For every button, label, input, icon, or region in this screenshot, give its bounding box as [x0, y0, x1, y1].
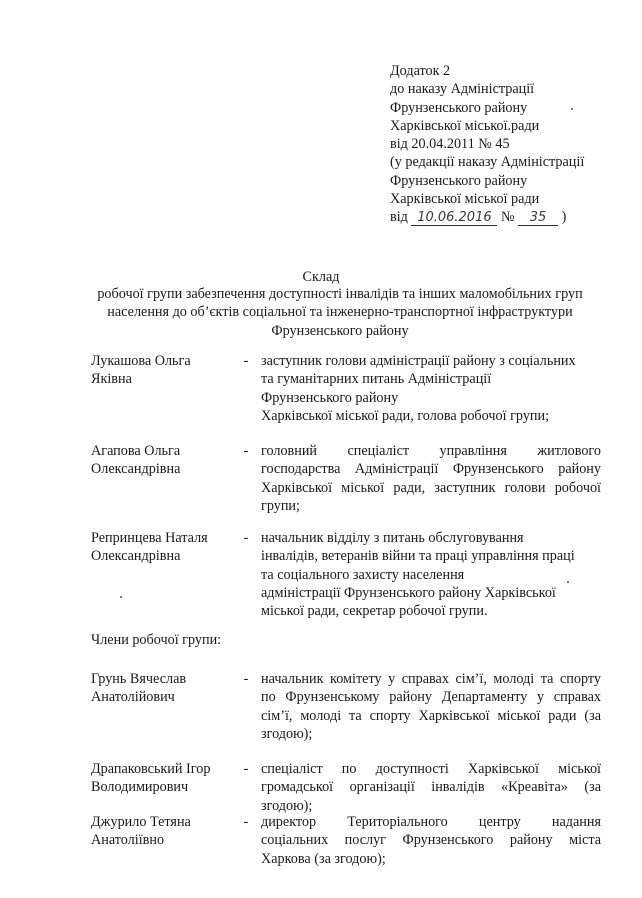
surname-first-name: Лукашова Ольга	[91, 353, 191, 369]
role-line: Харкова (за згодою);	[261, 850, 386, 867]
role-line: Харківської міської ради, заступник голови робочої	[261, 479, 601, 496]
person-name	[91, 442, 180, 479]
amendment-close: )	[561, 209, 567, 226]
appendix-header	[390, 62, 584, 227]
surname-first-name: Джурило Тетяна	[91, 814, 191, 830]
patronymic: Олександрівна	[91, 461, 181, 478]
role-line: Харківської міської ради, голова робочої групи;	[261, 407, 550, 424]
amendment-number-sign: №	[500, 209, 515, 226]
dash: -	[243, 530, 249, 546]
appendix-line: Харківської міської ради	[390, 191, 540, 208]
member-role	[261, 813, 601, 868]
amendment-from: від	[390, 209, 408, 226]
role-line: інвалідів, ветеранів війни та праці управління праці	[261, 548, 575, 565]
appendix-line: Харківської міської.ради	[390, 117, 540, 134]
patronymic: Анатоліївно	[91, 832, 165, 849]
role-line: групи;	[261, 497, 300, 514]
member-name	[91, 760, 210, 797]
role-line: Фрунзенського району	[261, 389, 399, 406]
role-line: начальник відділу з питань обслуговування	[261, 530, 524, 546]
patronymic: Анатолійович	[91, 689, 175, 706]
dash: -	[243, 353, 249, 369]
role-line: соціальних послуг Фрунзенського району міста	[261, 832, 601, 849]
patronymic: Олександрівна	[91, 548, 181, 565]
handwritten-date: 10.06.2016	[411, 211, 497, 226]
amendment-line	[390, 208, 584, 226]
dash: -	[243, 443, 249, 459]
appendix-line: до наказу Адміністрації	[390, 81, 535, 98]
role-line: та гуманітарних питань Адміністрації	[261, 371, 492, 388]
appendix-order-date: від 20.04.2011 № 45	[390, 136, 510, 153]
member-name	[91, 670, 186, 707]
scan-speck	[120, 596, 122, 598]
role-line: начальник комітету у справах сім’ї, молоді та спорту	[261, 671, 601, 687]
person-role	[261, 529, 601, 620]
role-line: заступник голови адміністрації району з соціальних	[261, 353, 576, 369]
role-line: директор Територіального центру надання	[261, 814, 601, 830]
role-line: згодою);	[261, 797, 313, 814]
role-line: міської ради, секретар робочої групи.	[261, 603, 488, 620]
patronymic: Яківна	[91, 371, 132, 388]
role-line: головний спеціаліст управління житлового	[261, 443, 601, 459]
dash: -	[243, 814, 249, 830]
subtitle-line: Фрунзенського району	[271, 322, 409, 339]
person-name	[91, 529, 208, 566]
subtitle-line: робочої групи забезпечення доступності інвалідів та інших маломобільних груп	[97, 286, 583, 302]
patronymic: Володимирович	[91, 779, 189, 796]
members-heading: Члени робочої групи:	[91, 632, 222, 648]
appendix-line: Фрунзенського району	[390, 99, 528, 116]
scan-speck	[567, 581, 569, 583]
surname-first-name: Агапова Ольга	[91, 443, 181, 459]
appendix-line: (у редакції наказу Адміністрації	[390, 154, 585, 171]
role-line: громадської організації інвалідів «Креавіта» (за	[261, 779, 601, 796]
document-subtitle	[40, 285, 640, 340]
appendix-line: Фрунзенського району	[390, 172, 528, 189]
surname-first-name: Грунь Вячеслав	[91, 671, 187, 687]
role-line: та соціального захисту населення	[261, 566, 465, 583]
member-role	[261, 760, 601, 815]
person-name	[91, 352, 191, 389]
member-name	[91, 813, 191, 850]
role-line: спеціаліст по доступності Харківської міської	[261, 761, 601, 777]
subtitle-line: населення до об’єктів соціальної та інженерно-транспортної інфраструктури	[107, 304, 573, 321]
dash: -	[243, 671, 249, 687]
role-line: сім’ї, молоді та спорту Харківської міської ради (за	[261, 707, 601, 724]
surname-first-name: Репринцева Наталя	[91, 530, 208, 546]
scan-speck	[571, 108, 573, 110]
role-line: по Фрунзенському району Департаменту у справах	[261, 689, 601, 706]
member-role	[261, 670, 601, 743]
person-role	[261, 352, 601, 425]
surname-first-name: Драпаковський Ігор	[91, 761, 211, 777]
handwritten-number: 35	[518, 211, 558, 226]
person-role	[261, 442, 601, 515]
role-line: господарства Адміністрації Фрунзенського району	[261, 461, 601, 478]
appendix-number: Додаток 2	[390, 63, 451, 79]
dash: -	[243, 761, 249, 777]
role-line: згодою);	[261, 725, 313, 742]
role-line: адміністрації Фрунзенського району Харківської	[261, 584, 556, 601]
document-title: Склад	[302, 269, 340, 285]
